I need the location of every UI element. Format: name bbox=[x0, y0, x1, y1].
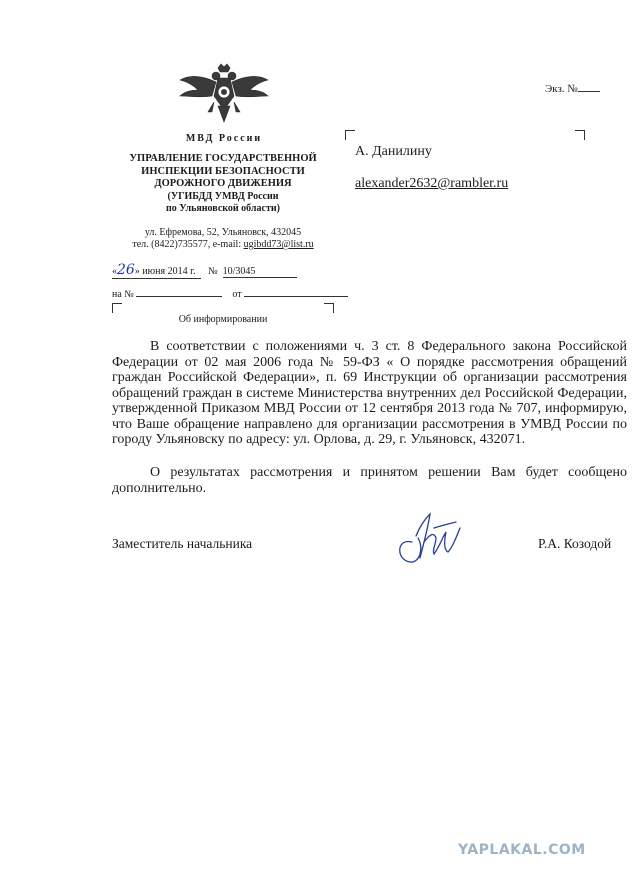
copy-number-label: Экз. № bbox=[545, 83, 578, 95]
ministry-name: МВД России bbox=[185, 133, 263, 144]
month-year: июня 2014 г. bbox=[142, 266, 196, 277]
org-line: ИНСПЕКЦИИ БЕЗОПАСНОСТИ bbox=[141, 165, 305, 177]
recipient-email-link[interactable]: alexander2632@rambler.ru bbox=[355, 176, 509, 191]
org-line: ДОРОЖНОГО ДВИЖЕНИЯ bbox=[154, 178, 292, 189]
subject-corner-left bbox=[112, 303, 122, 313]
reference-number-blank bbox=[136, 286, 222, 297]
quote-close: » bbox=[134, 266, 140, 277]
number-label: № bbox=[208, 266, 218, 277]
org-sub-line: (УГИБДД УМВД России bbox=[167, 191, 279, 202]
copy-number bbox=[545, 80, 600, 95]
reference-date-blank bbox=[244, 286, 348, 297]
copy-number-blank bbox=[578, 80, 600, 92]
registration-date bbox=[112, 262, 201, 279]
signatory-title: Заместитель начальника bbox=[112, 536, 253, 551]
mvd-emblem-icon bbox=[178, 62, 270, 134]
signatory-name: Р.А. Козодой bbox=[538, 536, 612, 551]
contact-line bbox=[112, 239, 334, 250]
body-paragraph-1: В соответствии с положениями ч. 3 ст. 8 Федерального закона Российской Федерации от 02 мая 2006 года № 59-ФЗ « О порядке рассмотрения обращений граждан Российской Федерации», п. 69 Инструкции об организации рассмотрения обращений граждан в системе Министерства внутренних дел Российской Федерации, утвержденной Приказом МВД России от 12 сентября 2013 года № 707, информирую, что Ваше обращение направлено для организации рассмотрения в УМВД России по городу Ульяновску по адресу: ул. Орлова, д. 29, г. Ульяновск, 432071. bbox=[112, 339, 627, 447]
reference-label: на № bbox=[112, 289, 134, 300]
handwritten-signature-icon bbox=[390, 508, 466, 568]
recipient-corner-right bbox=[575, 130, 585, 140]
quote-open: « bbox=[112, 266, 117, 277]
recipient-name: А. Данилину bbox=[355, 144, 432, 159]
postal-address: ул. Ефремова, 52, Ульяновск, 432045 bbox=[144, 227, 302, 238]
recipient-corner-left bbox=[345, 130, 355, 140]
organization-name bbox=[112, 153, 334, 191]
org-sub-line: по Ульяновской области) bbox=[166, 203, 280, 214]
body-paragraph-2: О результатах рассмотрения и принятом решении Вам будет сообщено дополнительно. bbox=[112, 465, 627, 496]
org-line: УПРАВЛЕНИЕ ГОСУДАРСТВЕННОЙ bbox=[129, 153, 317, 164]
handwritten-day: 26 bbox=[117, 262, 135, 278]
letter-subject: Об информировании bbox=[178, 314, 268, 325]
registration-number: 10/3045 bbox=[223, 266, 297, 278]
site-watermark: YAPLAKAL.COM bbox=[458, 842, 586, 858]
subject-corner-right bbox=[324, 303, 334, 313]
reference-line bbox=[112, 286, 348, 300]
organization-subname bbox=[112, 191, 334, 215]
phone-text: тел. (8422)735577, e-mail: bbox=[132, 239, 244, 250]
org-email-link[interactable]: ugibdd73@list.ru bbox=[243, 239, 314, 250]
registration-date-line bbox=[112, 262, 297, 279]
from-label: от bbox=[232, 289, 242, 300]
